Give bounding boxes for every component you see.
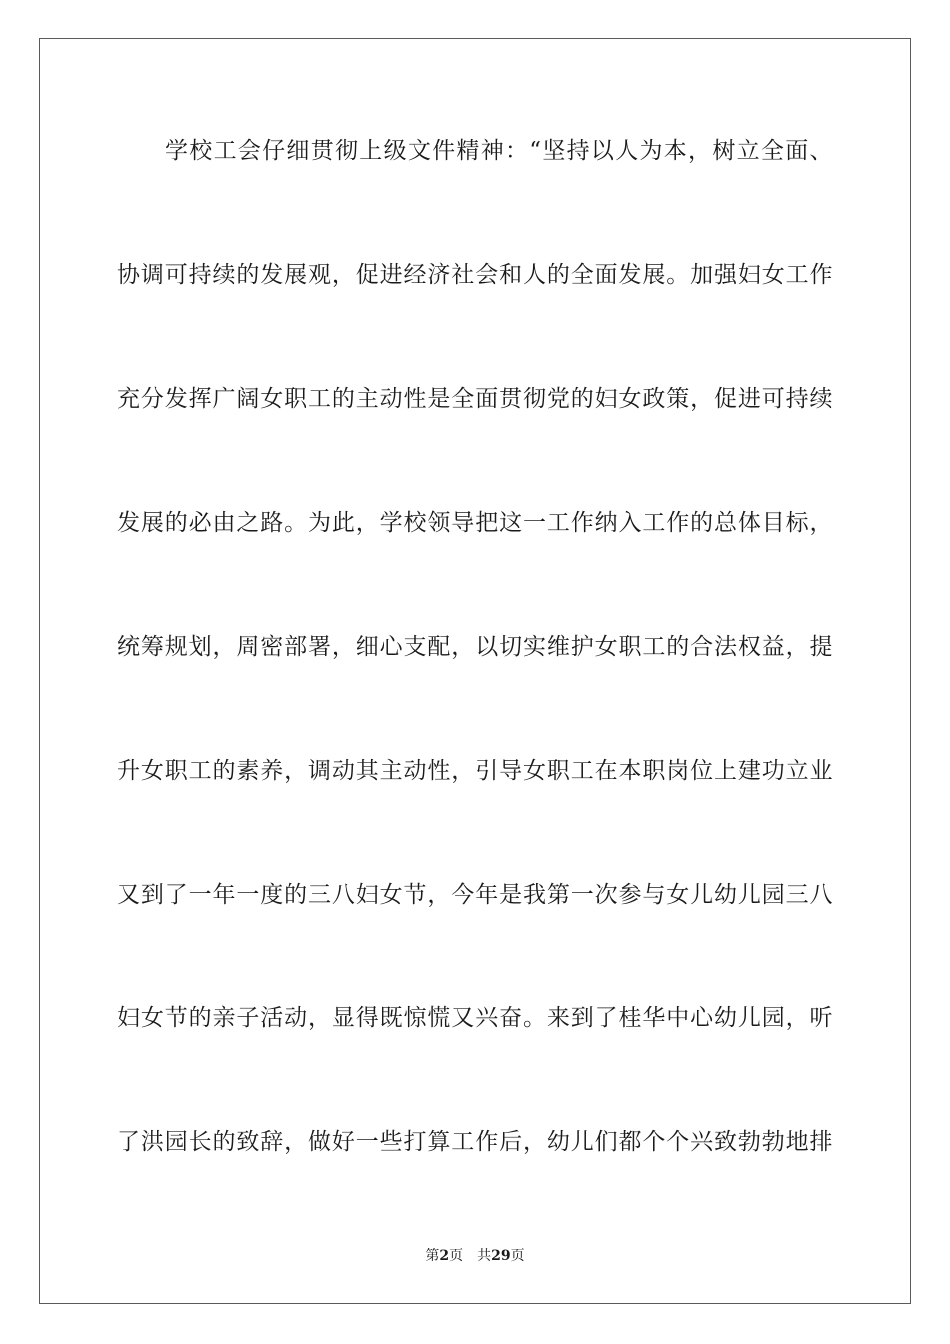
paragraph-line-1: 学校工会仔细贯彻上级文件精神：“坚持以人为本，树立全面、 — [165, 138, 833, 164]
page-number: 2 — [439, 1248, 450, 1264]
paragraph-line-2: 协调可持续的发展观，促进经济社会和人的全面发展。加强妇女工作 — [117, 262, 833, 288]
total-prefix: 共 — [477, 1248, 492, 1264]
paragraph-line-4: 发展的必由之路。为此，学校领导把这一工作纳入工作的总体目标， — [117, 510, 833, 536]
total-suffix: 页 — [510, 1248, 525, 1264]
paragraph-line-6: 升女职工的素养，调动其主动性，引导女职工在本职岗位上建功立业 — [117, 758, 833, 784]
page-border — [39, 38, 911, 1304]
page-suffix: 页 — [449, 1248, 464, 1264]
paragraph-line-8: 妇女节的亲子活动，显得既惊慌又兴奋。来到了桂华中心幼儿园，听 — [117, 1005, 833, 1031]
page-footer — [0, 1247, 950, 1265]
paragraph-line-7: 又到了一年一度的三八妇女节，今年是我第一次参与女儿幼儿园三八 — [117, 882, 833, 908]
total-pages: 29 — [491, 1248, 511, 1264]
paragraph-line-9: 了洪园长的致辞，做好一些打算工作后，幼儿们都个个兴致勃勃地排 — [117, 1129, 833, 1155]
paragraph-line-5: 统筹规划，周密部署，细心支配，以切实维护女职工的合法权益，提 — [117, 634, 833, 660]
paragraph-line-3: 充分发挥广阔女职工的主动性是全面贯彻党的妇女政策，促进可持续 — [117, 386, 833, 412]
page-prefix: 第 — [425, 1248, 440, 1264]
